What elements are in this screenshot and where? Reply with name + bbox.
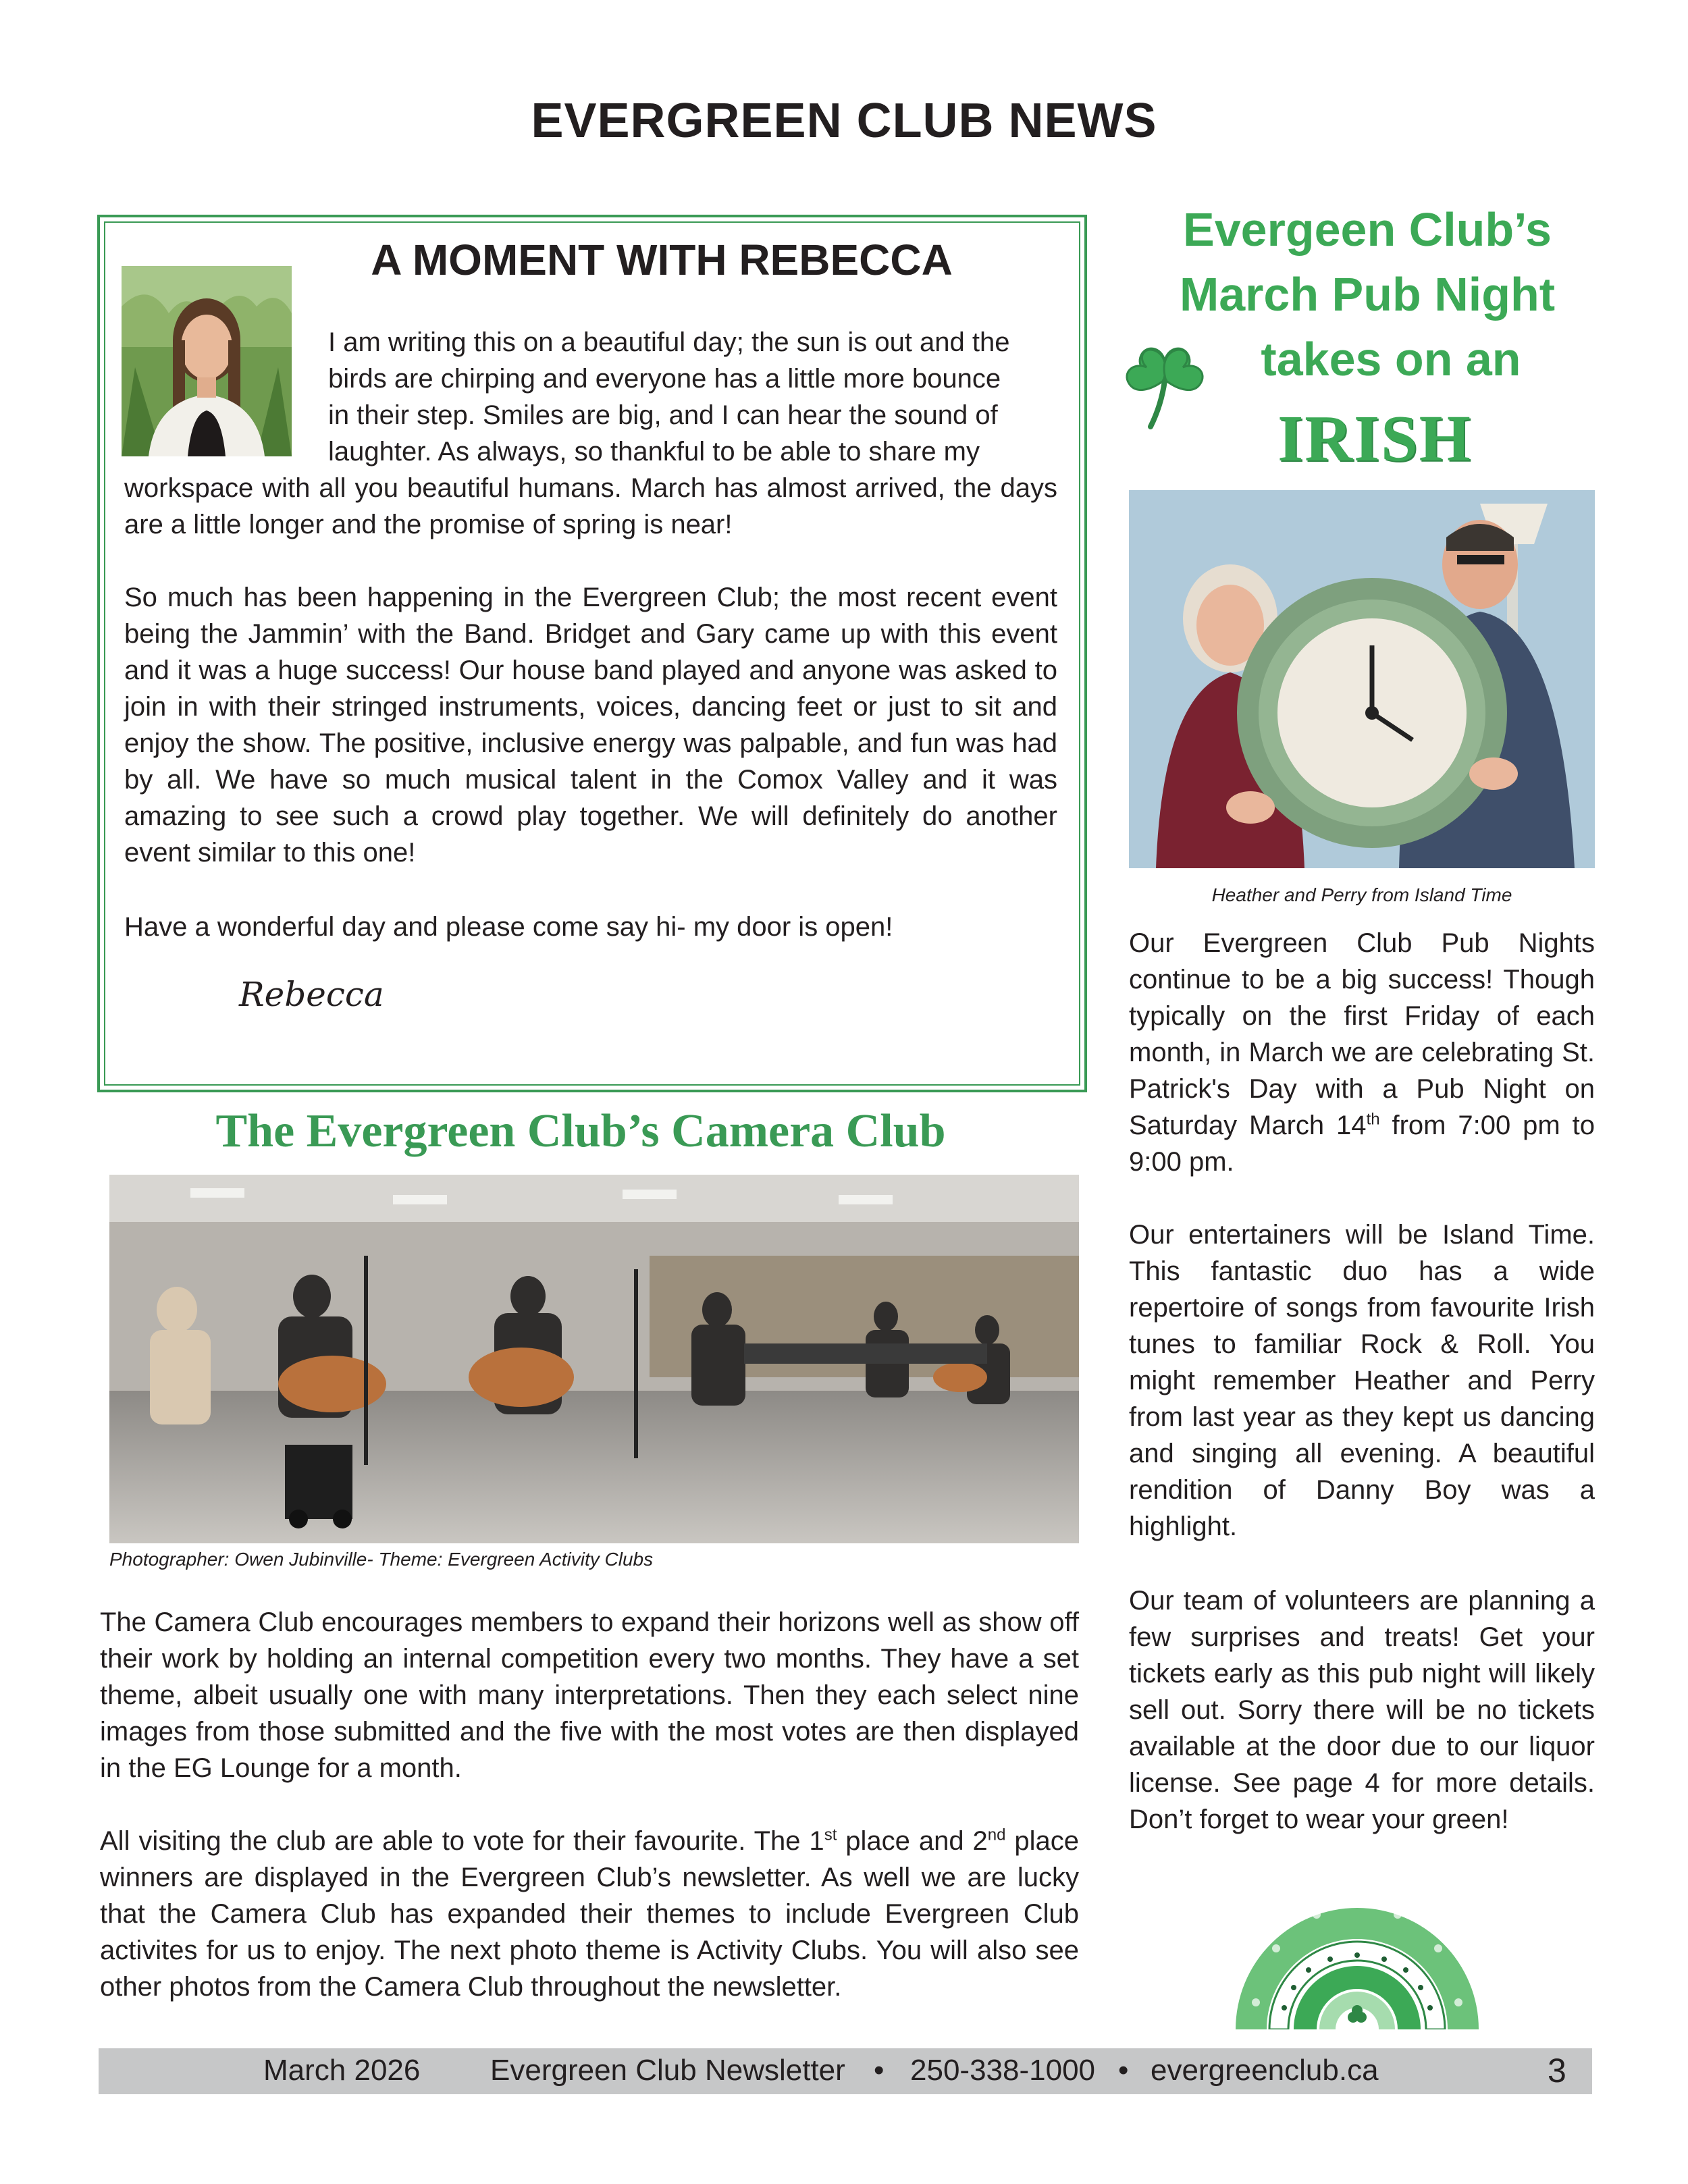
camera-paragraph-1: The Camera Club encourages members to expand their horizons well as show off their work by holding an internal competition every two months. They have a set theme, albeit usually one with many interpretations. Then they each select nine images from those submitted and the five with the most votes are then displayed in the EG Lounge for a month. xyxy=(100,1607,1079,1783)
irish-twist-title: IRISH xyxy=(1277,402,1472,475)
rebecca-portrait xyxy=(122,266,292,456)
pub-paragraph-3: Our team of volunteers are planning a few surprises and treats! Get your tickets early as this pub night will likely sell out. Sorry there will be no tickets available at the door due to our liquor license. See page 4 for more details. Don’t forget to wear your green! xyxy=(1129,1586,1595,1834)
rebecca-paragraph-3: Have a wonderful day and please come say hi- my door is open! xyxy=(124,912,893,942)
camera-paragraph-2 xyxy=(100,1823,1079,2005)
rebecca-line: in their step. Smiles are big, and I can hear the sound of xyxy=(328,400,998,430)
ordinal-superscript: nd xyxy=(987,1826,1006,1844)
footer-newsletter-name: Evergreen Club Newsletter xyxy=(490,2054,845,2087)
pub-photo-caption: Heather and Perry from Island Time xyxy=(1211,884,1512,905)
pub-heading-line: takes on an xyxy=(1261,333,1521,385)
pub-paragraph-2: Our entertainers will be Island Time. This fantastic duo has a wide repertoire of songs from favourite Irish tunes to familiar Rock & Roll. You might remember Heather and Perry from last year as they kept us dancing and singing all evening. A beautiful rendition of Danny Boy was a highlight. xyxy=(1129,1220,1595,1541)
camera-club-title: The Evergreen Club’s Camera Club xyxy=(215,1105,946,1157)
pub-p1-text-a: Our Evergreen Club Pub Nights continue to be a big success! Though typically on the first Friday of each month, in March we are celebrating St. Patrick's Day with a Pub Night on Saturday March 14 xyxy=(1129,928,1595,1140)
rebecca-paragraph-1-rest: workspace with all you beautiful humans. March has almost arrived, the days are a little longer and the promise of spring is near! xyxy=(124,473,1057,539)
footer-separator: • xyxy=(874,2054,885,2087)
ordinal-superscript: st xyxy=(824,1826,837,1844)
ordinal-superscript: th xyxy=(1366,1110,1380,1129)
rebecca-paragraph-1-wrapped xyxy=(328,324,1057,470)
rebecca-line: birds are chirping and everyone has a little more bounce xyxy=(328,364,1001,394)
rebecca-paragraph-2: So much has been happening in the Evergreen Club; the most recent event being the Jammin’ with the Band. Bridget and Gary came up with this event and it was a huge success! Our house band played and anyone was asked to join in with their stringed instruments, voices, dancing feet or just to sit and enjoy the show. The positive, inclusive energy was palpable, and fun was had by all. We have so much musical talent in the Comox Valley and it was amazing to see such a crowd play together. We will definitely do another event similar to this one! xyxy=(124,583,1057,868)
rebecca-title: A MOMENT WITH REBECCA xyxy=(371,236,953,284)
rebecca-line: laughter. As always, so thankful to be able to share my xyxy=(328,437,980,467)
shamrock-rainbow-icon xyxy=(1229,1874,1485,2029)
masthead-title: EVERGREEN CLUB NEWS xyxy=(531,94,1157,148)
footer-phone: 250-338-1000 xyxy=(910,2054,1096,2087)
camera-p2-text-b: place and 2 xyxy=(837,1826,988,1856)
page-footer xyxy=(99,2048,1592,2094)
band-photo-caption: Photographer: Owen Jubinville- Theme: Evergreen Activity Clubs xyxy=(109,1549,654,1570)
footer-website-link[interactable]: evergreenclub.ca xyxy=(1151,2054,1379,2087)
pub-heading-line: Evergeen Club’s xyxy=(1183,203,1552,256)
pub-photo-heather-perry xyxy=(1129,490,1595,868)
rebecca-signature: Rebecca xyxy=(239,975,384,1014)
pub-p1-text-b: from 7:00 pm to 9:00 pm. xyxy=(1129,1111,1595,1177)
footer-date: March 2026 xyxy=(263,2054,421,2087)
rebecca-line: I am writing this on a beautiful day; the sun is out and the xyxy=(328,327,1010,357)
page-number: 3 xyxy=(1548,2052,1566,2089)
pub-heading-line: March Pub Night xyxy=(1179,268,1556,321)
camera-p2-text-a: All visiting the club are able to vote for their favourite. The 1 xyxy=(100,1826,824,1856)
pub-paragraph-1 xyxy=(1129,925,1595,1180)
camera-p2-text-c: place winners are displayed in the Evergreen Club’s newsletter. As well we are lucky that the Camera Club has expanded their themes to include Evergreen Club activites for us to enjoy. The next photo theme is Activity Clubs. You will also see other photos from the Camera Club throughout the newsletter. xyxy=(100,1826,1080,2002)
footer-separator: • xyxy=(1118,2054,1129,2087)
band-photo xyxy=(109,1175,1079,1543)
